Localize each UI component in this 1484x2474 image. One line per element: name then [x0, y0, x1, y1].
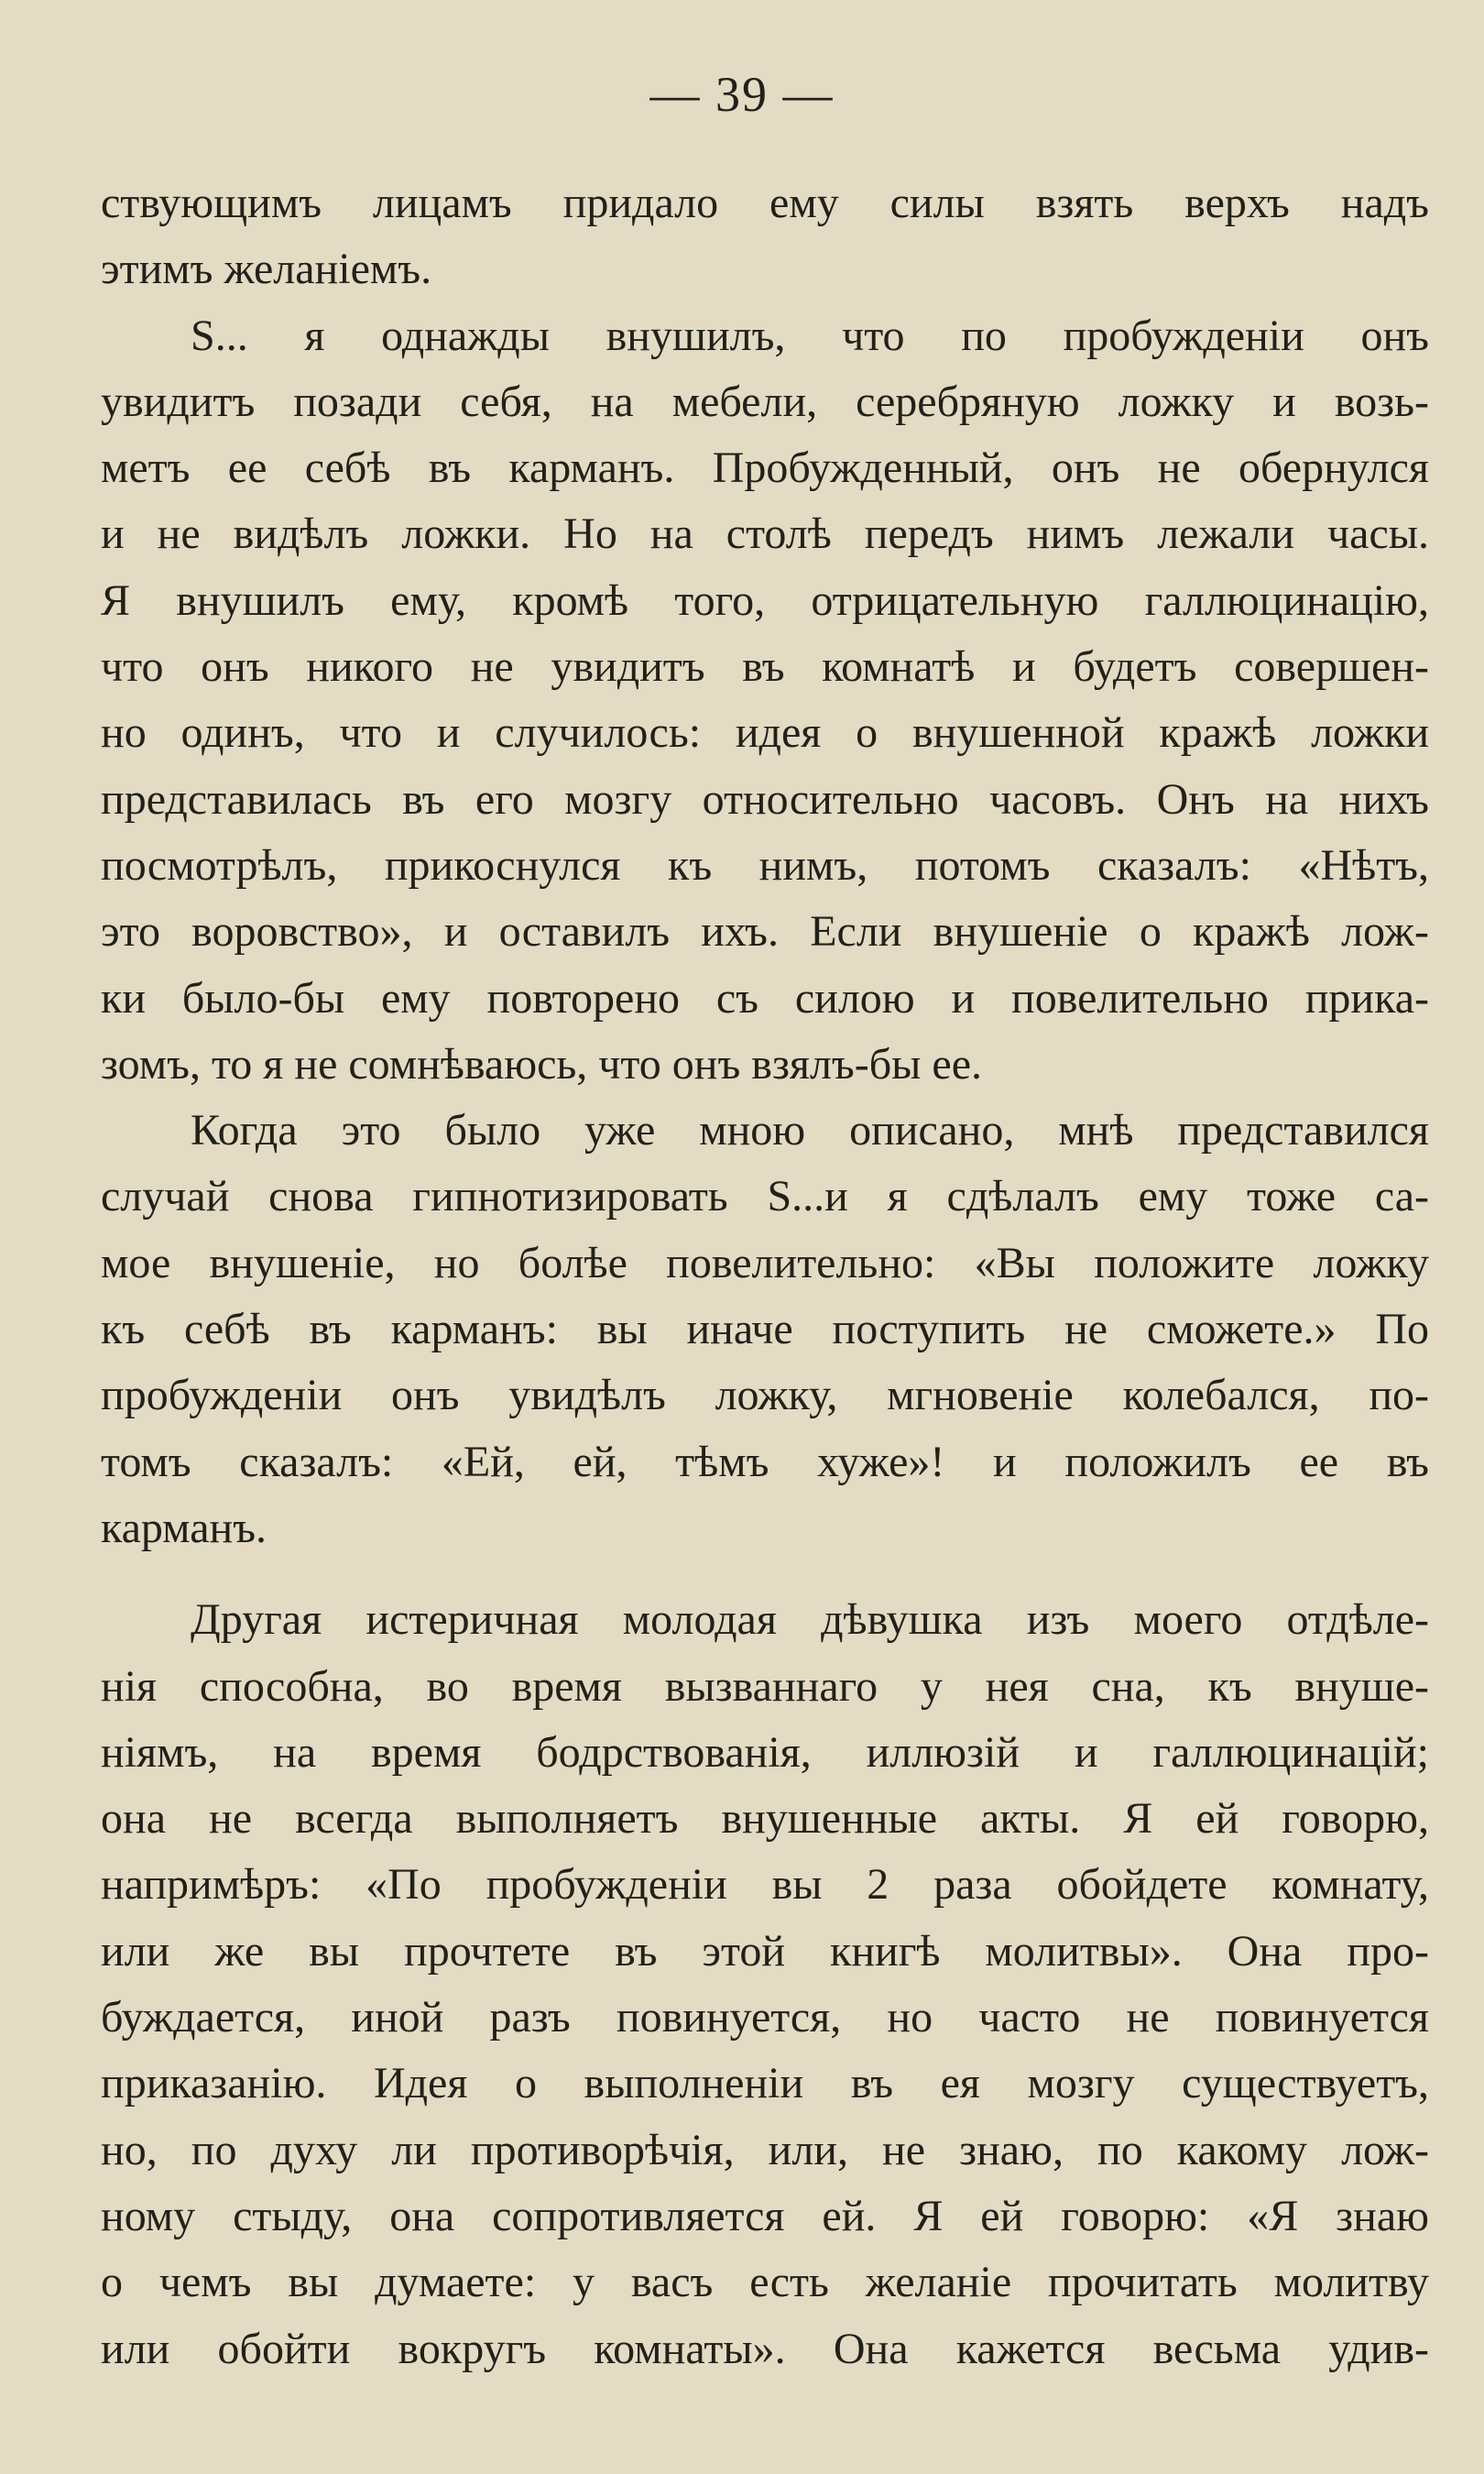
paragraph: [101, 1587, 1429, 2382]
text-line: напримѣръ: «По пробужденіи вы 2 раза обойдете комнату,: [101, 1860, 1429, 1910]
paragraph: [101, 303, 1429, 1099]
text-line: увидитъ позади себя, на мебели, серебряную ложку и возь-: [101, 377, 1429, 426]
text-line: посмотрѣлъ, прикоснулся къ нимъ, потомъ сказалъ: «Нѣтъ,: [101, 840, 1429, 890]
text-line: метъ ее себѣ въ карманъ. Пробужденный, онъ не обернулся: [101, 443, 1429, 493]
paragraph: [101, 170, 1429, 303]
text-line: но одинъ, что и случилось: идея о внушенной кражѣ ложки: [101, 708, 1429, 758]
text-line: Другая истеричная молодая дѣвушка изъ моего отдѣле-: [191, 1595, 1429, 1645]
page-number: — 39 —: [649, 67, 835, 122]
text-line: буждается, иной разъ повинуется, но часто не повинуется: [101, 1993, 1429, 2042]
text-line: это воровство», и оставилъ ихъ. Если внушеніе о кражѣ лож-: [101, 907, 1429, 957]
text-line: S... я однажды внушилъ, что по пробужденіи онъ: [191, 311, 1429, 360]
text-line: зомъ, то я не сомнѣваюсь, что онъ взялъ-бы ее.: [101, 1039, 983, 1089]
text-line: и не видѣлъ ложки. Но на столѣ передъ нимъ лежали часы.: [101, 509, 1429, 559]
paragraph: [101, 1098, 1429, 1561]
text-line: ному стыду, она сопротивляется ей. Я ей говорю: «Я знаю: [101, 2191, 1429, 2240]
text-line: она не всегда выполняетъ внушенные акты. Я ей говорю,: [101, 1794, 1429, 1844]
body-text: [101, 170, 1429, 2382]
text-line: ствующимъ лицамъ придало ему силы взять верхъ надъ: [101, 179, 1429, 227]
text-line: что онъ никого не увидитъ въ комнатѣ и будетъ совершен-: [101, 642, 1429, 692]
text-line: пробужденіи онъ увидѣлъ ложку, мгновеніе колебался, по-: [101, 1371, 1429, 1420]
text-line: или же вы прочтете въ этой книгѣ молитвы». Она про-: [101, 1926, 1429, 1976]
text-line: случай снова гипнотизировать S...и я сдѣлалъ ему тоже са-: [101, 1172, 1429, 1221]
text-line: или обойти вокругъ комнаты». Она кажется весьма удив-: [101, 2324, 1429, 2373]
text-line: томъ сказалъ: «Ей, ей, тѣмъ хуже»! и положилъ ее въ: [101, 1437, 1429, 1486]
text-line: Я внушилъ ему, кромѣ того, отрицательную галлюцинацію,: [101, 575, 1429, 625]
text-line: нія способна, во время вызваннаго у нея сна, къ внуше-: [101, 1661, 1429, 1711]
text-line: приказанію. Идея о выполненіи въ ея мозгу существуетъ,: [101, 2059, 1429, 2108]
text-line: ки было-бы ему повторено съ силою и повелительно прика-: [101, 973, 1429, 1023]
text-line: представилась въ его мозгу относительно часовъ. Онъ на нихъ: [101, 774, 1429, 824]
text-line: къ себѣ въ карманъ: вы иначе поступить не сможете.» По: [101, 1305, 1429, 1354]
text-line: мое внушеніе, но болѣе повелительно: «Вы положите ложку: [101, 1238, 1429, 1287]
text-line: этимъ желаніемъ.: [101, 245, 432, 294]
paragraph-gap: [101, 1561, 1429, 1587]
text-line: но, по духу ли противорѣчія, или, не знаю, по какому лож-: [101, 2125, 1429, 2174]
text-line: о чемъ вы думаете: у васъ есть желаніе прочитать молитву: [101, 2258, 1429, 2307]
text-line: карманъ.: [101, 1503, 267, 1552]
text-line: Когда это было уже мною описано, мнѣ представился: [191, 1106, 1429, 1155]
text-line: ніямъ, на время бодрствованія, иллюзій и галлюцинацій;: [101, 1727, 1429, 1777]
